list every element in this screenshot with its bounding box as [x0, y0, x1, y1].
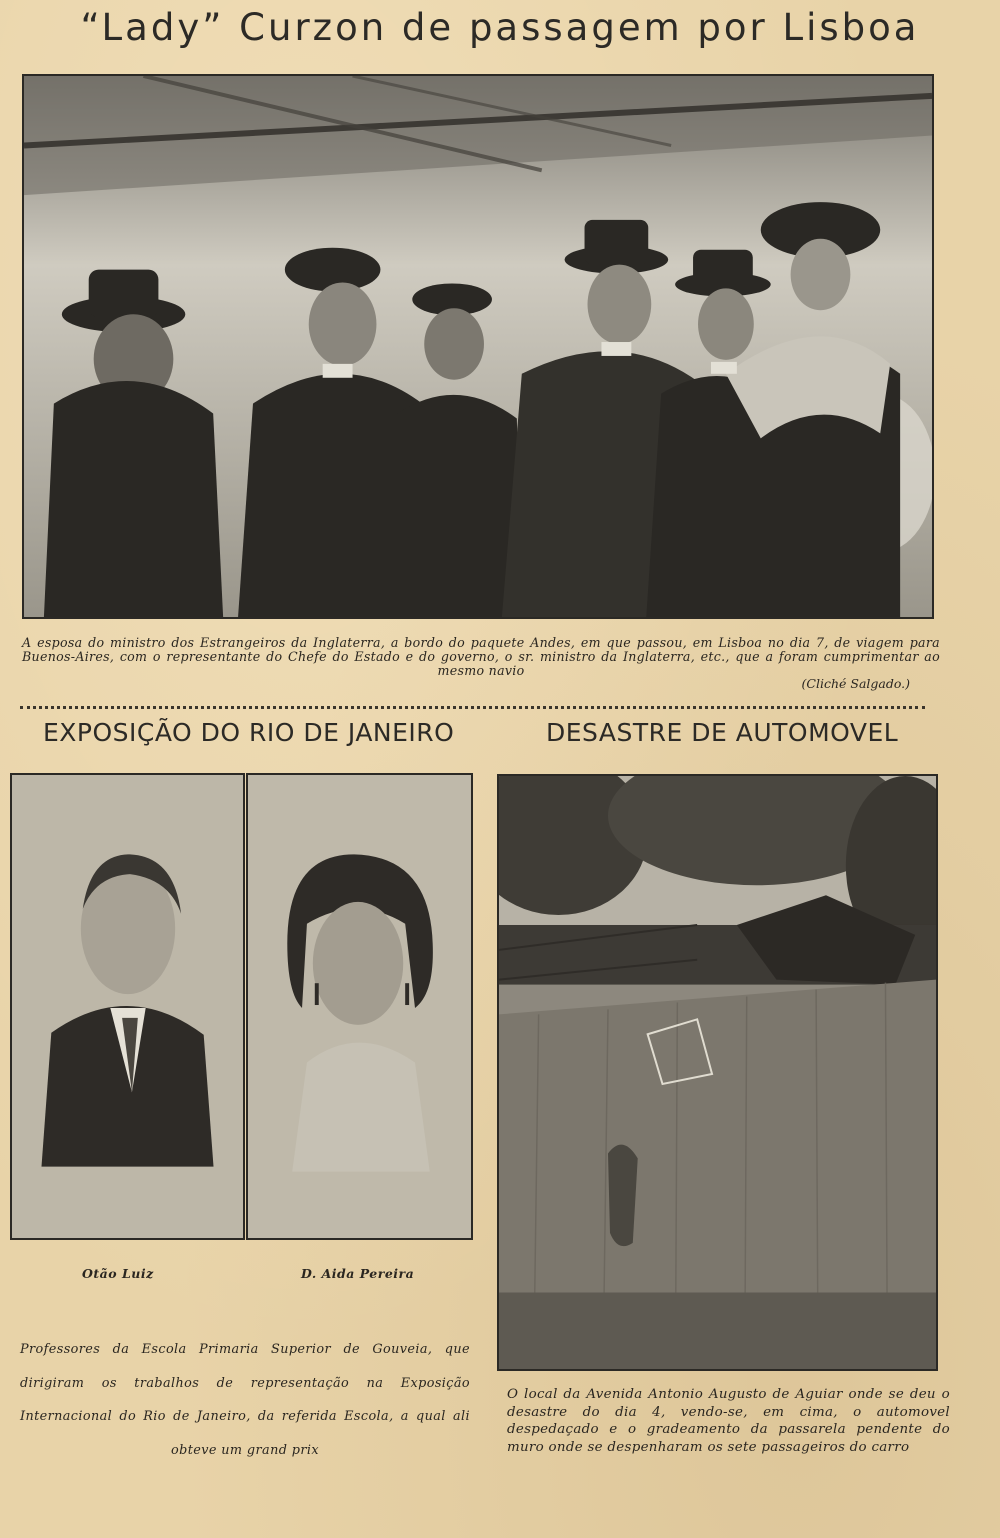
desastre-caption: O local da Avenida Antonio Augusto de Aguiar onde se deu o desastre do dia 4, vendo-se, em cima, o automovel despedaçado e o gradeamento da passarela pendente do muro onde se despenharam os sete passageiros do carro: [507, 1387, 950, 1455]
expo-caption: Professores da Escola Primaria Superior de Gouveia, que dirigiram os trabalhos de representação na Exposição Internacional do Rio de Janeiro, da referida Escola, a qual ali obteve um grand prix: [20, 1342, 470, 1458]
main-photo-caption: A esposa do ministro dos Estrangeiros da Inglaterra, a bordo do paquete Andes, em que passou, em Lisboa no dia 7, de viagem para Buenos-Aires, com o representante do Chefe do Estado e do governo, o sr. ministro da Inglaterra, etc., que a foram cumprimentar ao mesmo navio: [22, 635, 940, 678]
expo-section-title: EXPOSIÇÃO DO RIO DE JANEIRO: [43, 718, 455, 747]
otao-luiz-name: Otão Luiz: [82, 1266, 154, 1281]
aida-pereira-portrait: [246, 773, 473, 1240]
car-accident-photo: [497, 774, 938, 1371]
lady-curzon-group-photo: [22, 74, 934, 619]
desastre-section-title: DESASTRE DE AUTOMOVEL: [546, 718, 899, 747]
section-divider: [20, 706, 925, 709]
page-headline: “Lady” Curzon de passagem por Lisboa: [80, 6, 920, 49]
aida-pereira-name: D. Aida Pereira: [301, 1266, 415, 1281]
photo-credit: (Cliché Salgado.): [801, 676, 910, 691]
otao-luiz-portrait: [10, 773, 245, 1240]
